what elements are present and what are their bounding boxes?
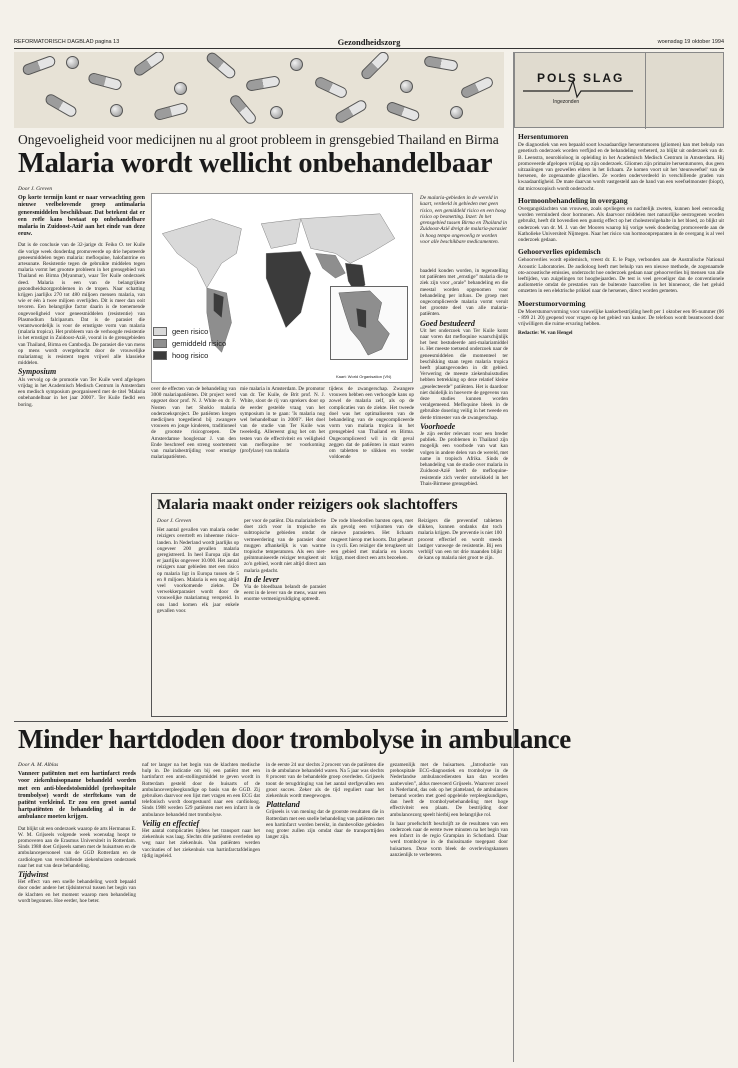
legend-item-gemiddeld [153,339,226,348]
subhead-symposium: Symposium [18,367,57,377]
pill-icon [400,80,413,93]
legend-label: hoog risico [172,351,209,360]
pill-icon [459,75,494,99]
legend-swatch [153,351,167,360]
article3-byline: Door A. M. Alblas [18,762,59,768]
pill-icon [153,102,189,121]
pill-icon [174,82,187,95]
header-section: Gezondheidszorg [337,37,401,47]
article3-column-4 [390,762,508,1062]
pill-icon [245,75,280,92]
article3-column-1 [18,762,136,1062]
legend-swatch [153,327,167,336]
article1-body-5c: Je zijn eerder relevant voor een breder publiek. De problemen in Thailand zijn mogelijk een voorbode van wat kan volgen in andere delen van de wereld, met name in tropisch Afrika. Sinds de behandeling van de studie over malaria in Zuidoost-Azië heeft de mefloquine-resistentie zich verder ontwikkeld in het Thais-Birmese grensgebied. [420,431,508,487]
article1-lead: Op korte termijn kunt er naar verwachting geen nieuwe veelbelovende groep antimalaria geneesmiddelen beschikbaar. Dat betekent dat er een reële kans bestaat op onbehandelbare malaria in Zuidoost-Azië aan het einde van deze eeuw. [18,195,145,238]
article2-column-1 [157,518,239,714]
pill-icon [270,106,283,119]
pill-icon [66,56,79,69]
pill-icon [132,52,166,78]
pill-icon [313,75,348,99]
article2-body-1: Het aantal gevallen van malaria onder reizigers overtreft en inheemse risico-landen. In Nederland wordt jaarlijks op ongeveer 200 gevallen malaria geregistreerd. In heel Europa zijn dat er jaarlijks ongeveer 10.000. Het aantal reizigers naar gebieden met een risico op malaria ligt in Europa tussen de 5 en 8 miljoen. Malaria is een nog altijd veel voorkomende ziekte. De verwekkerparasiet wordt door de vrouwelijke malariamug verspreid. In ons land komen elk jaar enkele gevallen voor. [157,527,239,614]
article2-column-2 [244,518,326,714]
article3-body-3b: Grijseels is van mening dat de grootste resultaten die in Rotterdam met een snelle behandeling van patiënten met een hartinfarct worden bereikt, in dunbevolkte gebieden nog groter zullen zijn omdat daar de transporttijden langer zijn. [266,809,384,841]
pill-icon [21,55,57,77]
article1-body-1: Dat is de conclusie van de 32-jarige dr. Feiko O. ter Kuile die vorige week donderdag promoveerde op drie hepoteerde geneesmiddelen tegen malaria: mefloquine, halofantrine en artesunate. Resistentie tegen de gebruikte middelen tegen malaria vormt het grootste probleem in het grensgebied van Thailand en Birma (Myanmar), waar Ter Kuile onderzoek deed. Malaria is een van de belangrijkste gezondheidszorgproblemen in de tropen. Naar schatting krijgen jaarlijks 270 tot 480 miljoen mensen malaria, van wie er één à twee miljoen overlijden. Dit is meer dan ooit tevoren. Een belangrijke factor daarin is de toenemende ongevoeligheid voor geneesmiddelen (resistentie) van Plasmodium falciparum. Dat is de parasiet die verantwoordelijk is voor de ernstigste vorm van malaria (malaria tropica). Het probleem van de verhoogde resistentie is het ernstigst in Zuidoost-Azië, vooral in de grensgebieden van Thailand, Birma en Cambodja. De parasiet die van mens op mens wordt overgebracht door de vrouwelijke malariamug is resistent tegen vrijwel alle klassieke middelen. [18,242,145,367]
article1-byline: Door J. Greven [18,186,53,192]
sidebar-body-4: De Moerstumorvorming voor vanwelijke kankerbestrijding heeft per 1 oktober een 06-nummer (06 - 899 21 20) geopend voor vragen op het gebied van kanker. De telefoon wordt beantwoord door vrijwilligers die ruime ervaring hebben. [518,308,724,328]
legend-item-hoog [153,351,226,360]
article1-body-1b: Als vervolg op de promotie van Ter Kuile werd afgelopen vrijdag in het Academisch Medisch Centrum in Amsterdam een medisch symposium georganiseerd met de titel 'Malaria onbehandelbaar in het jaar 2000?'. Ter Kuile fiedld een boring. [18,376,145,408]
article1-body-5b: Uit het onderzoek van Ter Kuile komt naar voren dat mefloquine waarschijnlijk het best bestudeerde anti-malariamiddel is. Het meeste toetsend onderzoek naar de geneesmiddelen die momenteel ter beschikking staan tegen malaria tropica heeft plaatsgevonden in dit gebied. Verwering de meeste ziekenhuisstudies hebben betrekking op deze relatief kleine „geselecteerde” patiënten. Het is daardoor niet duidelijk in hoeverre de gegevens van deze studies kunnen worden veralgemeend. Mefloquine bleek in de gebruikte dosering veilig in het tweede en derde trimester van de zwangerschap. [420,327,508,421]
article3-headline: Minder hartdoden door trombolyse in ambulance [18,724,571,754]
legend-swatch [153,339,167,348]
subhead-platteland: Platteland [266,800,300,810]
sidebar-title-hersentumoren: Hersentumoren [518,132,569,141]
article3-body-2b: Het aantal complicaties tijdens het transport naar het ziekenhuis was laag. Slechts drie patiënten overleden op weg naar het ziekenhuis. Van patiënten werden vaccinaties of het ziekenhuis van hartinfarctafdelingen tijdig ingeleid. [142,828,260,859]
article1-headline: Malaria wordt wellicht onbehandelbaar [18,148,493,179]
sidebar-title-hormoon: Hormoonbehandeling in overgang [518,195,628,205]
article1-column-4: tijdens de zwangerschap. Zwangere vrouwen hebben een verhoogde kans op zowel de malaria zelf, als op de complicaties van de ziekte. Het tweede doel was het optimaliseren van de behandeling van de ongecompliceerde vorm van malaria tropica in het grensgebied van Thailand en Birma. Ongecompliceerd wil in dit geval zeggen dat de patiënten in staat waren om tabletten te slikken en verder voldoende [329,386,414,461]
legend-label: gemiddeld risico [172,339,227,348]
pills-photo [14,52,504,128]
article3-lead: Vanneer patiënten met een hartinfarct reeds voor ziekenhuisopname behandeld worden met een anti-bloedstolsmiddel (prehospitale trombolyse) wordt de sterftekans van de patiënt verkleind. Er zou een groot aantal hartpatiënten de behandeling al in de ambulance moeten krijgen. [18,771,136,821]
article2-headline: Malaria maakt onder reizigers ook slachtoffers [157,497,458,513]
article2-column-3: De rode bloedcellen barsten open, met als gevolg een vrijkomen van de nieuwe parasieten. Het lichaam reageert hierop met koorts. Dat gebeurt in cycli. Een reiziger die terugkeert uit een gebied met malaria en koorts krijgt, moet direct een arts bezoeken. [331,518,413,562]
pill-icon [450,106,463,119]
pill-icon [204,52,237,81]
map-credit: Kaart: World Organisation (VN) [336,374,392,379]
pill-icon [385,101,421,123]
article1-body-5: baadeld konden worden, in tegenstelling tot patiënten met „ernstige” malaria die te ziek zijn voor „orale” behandeling en die meestal worden opgenomen voor behandeling per infuus. De groep met ongecompliceerde malaria vormt veruit het grootste deel van alle malaria-patiënten. [420,268,508,318]
article3-body-4: gezamenlijk met de huisartsen. „Introductie van prehospitale ECG-diagnostiek en trombolyse in de Nederlandse ambulancediensten kan dan worden aanbevolen”, aldus meevoerd Grijseels. Waarover zowel in Nederland, das ook op het platteland, de ambulances bemand worden met goed opgeleide verpleegkundigen, dan heeft de trombolysebehandeling met hoge effectiviteit een plaats. De bestrijding door ambulancezorg speelt hierbij een belangrijke rol. [390,762,508,818]
subhead-veilig: Veilig en effectief [142,818,200,828]
article2-column-4: Reizigers die preventief tabletten slikken, kunnen ondanks dat toch malaria krijgen. De preventie is niet 100 procent effectief en wordt steeds lastiger vanwege de resistentie. Bij een verblijf van een tot drie maanden blijkt de kans op malaria niet groot te zijn. [418,518,502,562]
article3-body-2: naf ter langer na het begin van de klachten medische hulp in. De indicatie om bij een patiënt met een hartinfarct een anti-stollingsmiddel te geven wordt in Rotterdam gesteld door de huisarts of de ambulanceverpleegkundige op basis van de GGD. Zij gebruiken daarvoor een lijst met vragen en een ECG dat telefonisch wordt doorgestuurd naar een cardioloog. Sinds 1988 werden 529 patiënten met een infarct in de ambulance behandeld met trombolyse. [142,762,260,818]
logo-subtitle: Ingezonden [553,99,580,105]
divider [14,721,508,722]
pill-icon [110,104,123,117]
pill-icon [423,55,458,72]
pill-icon [87,72,123,91]
legend-label: geen risico [172,327,209,336]
pill-icon [334,98,369,125]
article1-column-3: mie malaria in Amsterdam. De promotor van dr. Ter Kuile, de Brit prof. N. J. White, sloot de rij van sprekers door op de eerder gestelde vraag van het symposium in te gaan: 'Is malaria nog wel behandelbaar in 2000?'. Het doel van de studie van Ter Kuile was tweeledig. Allereerst ging het om het testen van de effectiviteit en veiligheid van mefloquine ter voorkoming (profylaxe) van malaria [240,386,325,455]
header-publication: REFORMATORISCH DAGBLAD pagina 13 [14,39,120,45]
sidebar-title-moerstumor: Moerstumorvorming [518,298,586,308]
article2-byline: Door J. Greven [157,518,192,524]
subhead-voorhoede: Voorhoede [420,421,456,431]
map-caption: De malaria-gebieden in de wereld in kaart, verdeeld in gebieden met geen risico, een gemiddeld risico en een hoog risico op besmetting. Inzet: In het grensgebied tussen Birma en Thailand in Zuidoost-Azië dreigt de malaria-parasiet in hoog tempo ongevoelig te worden voor alle beschikbare medicamenten. [420,195,508,246]
heartbeat-icon [523,79,633,99]
polsslag-logo-box [514,52,724,128]
article1-column-2: over de effecten van de behandeling van 3000 malariapatiënten. Dit project werd opgezet door prof. N. J. White en dr. F. Nosten van het Shoklo malaria onderzoeksproject. De patiënten kregen medicijnen toegediend bij zwangere vrouwen en jonge kinderen, traditioneel de grootste risicogroepen. De Amsterdamse hoogleraar J. van den Ende beschreef een streng soortement van malariabestrijding voor ernstige malariapatiënten. [151,386,236,461]
sidebar-divider [513,52,514,1062]
map-legend [153,327,226,363]
logo-slag: SLAG [583,71,625,85]
article3-body-4b: In haar proefschrift beschrijft ze de resultaten van een onderzoek naar de eerste twee minuten na het begin van een infarct in de regio Grampian in Schotland. Daar werd trombolyse in de thuissituatie toegepast door huisartsen. Deze vorm bleek de overlevingskansen aanzienlijk te verbeteren. [390,820,508,858]
sidebar-credit: Redactie: W. van Hengel [518,330,573,337]
header-date: woensdag 19 oktober 1994 [657,39,724,45]
legend-item-geen [153,327,226,336]
pill-icon [44,92,79,119]
article3-column-2 [142,762,260,1062]
page-header [14,37,724,49]
inset-map [330,286,408,360]
subhead-tijdwinst: Tijdwinst [18,870,49,880]
pill-icon [290,58,303,71]
sidebar-body-2: Overgangsklachten van vrouwen, zoals opvliegers en nachtelijk zweten, kunnen heel eenvoudig worden verminderd door hormonen. Als daarvoor middelen met natuurlijke oestrogenen worden gebruikt, heeft dit bovendien een gunstig effect op het cholesterolgehalte in het bloed, zo blijkt uit onderzoek van dr. M. J. van der Mooren waarop hij vorige week donderdag promoveerde aan de Katholieke Universiteit Nijmegen. Naar het risico van hormoonpreparaten in de overgang is al veel onderzoek gedaan. [518,206,724,244]
sidebar-body-3: Gehoorverlies wordt epidemisch, vreest dr. E. le Page, verbonden aan de Australische National Acoustic Laboratories. De audioloog heeft met behulp van een nieuwe methode, de zogenaamde oto-acoustische emissies, onderzocht hoe onderzoek gedaan naar gehoorverlies bij mensen van alle leeftijden, van zuigelingen tot hoogbejaarden. De test is veel gevoeliger dan de conventionele audiometrie omdat de prestaties van de buitenste haarcellen in het binnenoor, die het geluid omzetten in een elektrische prikkel naar de hersenen, direct worden gemeten. [518,257,724,295]
sidebar-body-1: De diagnostiek van een bepaald soort kwaadaardige hersentumoren (gliomen) kan met behulp van genetisch onderzoek worden verfijnd en de behandeling verbeterd, zo blijkt uit onderzoek van dr. B. Leenstra, neurobioloog in opleiding in het Academisch Medisch Centrum in Amsterdam. Hij promoveerde afgelopen vrijdag op zijn onderzoek. Gliomen zijn primaire hersentumoren, dus geen uitzaaiingen van gezwellen elders in het lichaam. Ze komen voort uit het 'steunweefsel' van de hersenen, de zogenaamde gliacellen. Ze worden onderverdeeld in verschillende graden van kwaadaardigheid. De mate daarvan wordt vastgesteld aan de hand van een weefselmonster (biopt), dat microscopisch wordt onderzocht. [518,142,724,192]
article3-body-3: in de eerste 24 uur slechts 2 procent van de patiënten die in de ambulance behandeld waren. Na 5 jaar was slechts 8 procent van de behandelde groep overleden. Grijseels toont de terugdringing van het aantal sterfgevallen een groot succes. Zeker als de tijd reguliert naar het ziekenhuis wordt meegewogen. [266,762,384,800]
article2-body-2b: Via de bloedbaan belandt de parasiet eerst in de lever van de mens, waar een enorme vermenigvuldiging optreedt. [244,584,326,603]
subhead-goed: Goed bestudeerd [420,318,475,328]
article2-body-2: per voor de patiënt. Dia malariainfectie doet zich voor in tropische en subtropische gebieden omdat de vermeerdering van de parasiet door muggen afhankelijk is van warme tropische temperaturen. Als een niet-geïmmuniseerde reiziger terugkeert uit zo'n gebied, wordt niet altijd direct aan malaria gedacht. [244,518,326,574]
article2-box [151,493,507,717]
article3-column-3 [266,762,384,1062]
inset-map-icon [331,287,407,359]
logo-pols: POLS [537,71,578,85]
pill-icon [228,93,258,126]
article3-body-1: Dat blijkt uit een onderzoek waarop de arts Hermanus E. W. M. Grijseels volgende week woensdag hoopt te promoveren aan de Erasmus Universiteit in Rotterdam. Sinds 1988 doet Grijseels samen met de huisartsen en de ambulancepersoneel van de GGD Rotterdam en de cardiologen van verschillende ziekenhuizen onderzoek naar het nut van deze behandeling. [18,825,136,869]
subhead-lever: In de lever [244,574,280,584]
article1-kicker: Ongevoeligheid voor medicijnen nu al groot probleem in grensgebied Thailand en Birma [18,132,499,147]
sidebar-column [518,132,724,1062]
article1-column-1 [18,186,145,721]
pill-icon [359,52,391,81]
article3-body-1b: Het effect van een snelle behandeling wordt bepaald door onder andere het tijdsinterval tussen het begin van de klachten en het moment waarop men behandeling wordt begonnen. Hoe eerder, hoe beter. [18,879,136,904]
sidebar-title-gehoor: Gehoorverlies epidemisch [518,247,601,257]
